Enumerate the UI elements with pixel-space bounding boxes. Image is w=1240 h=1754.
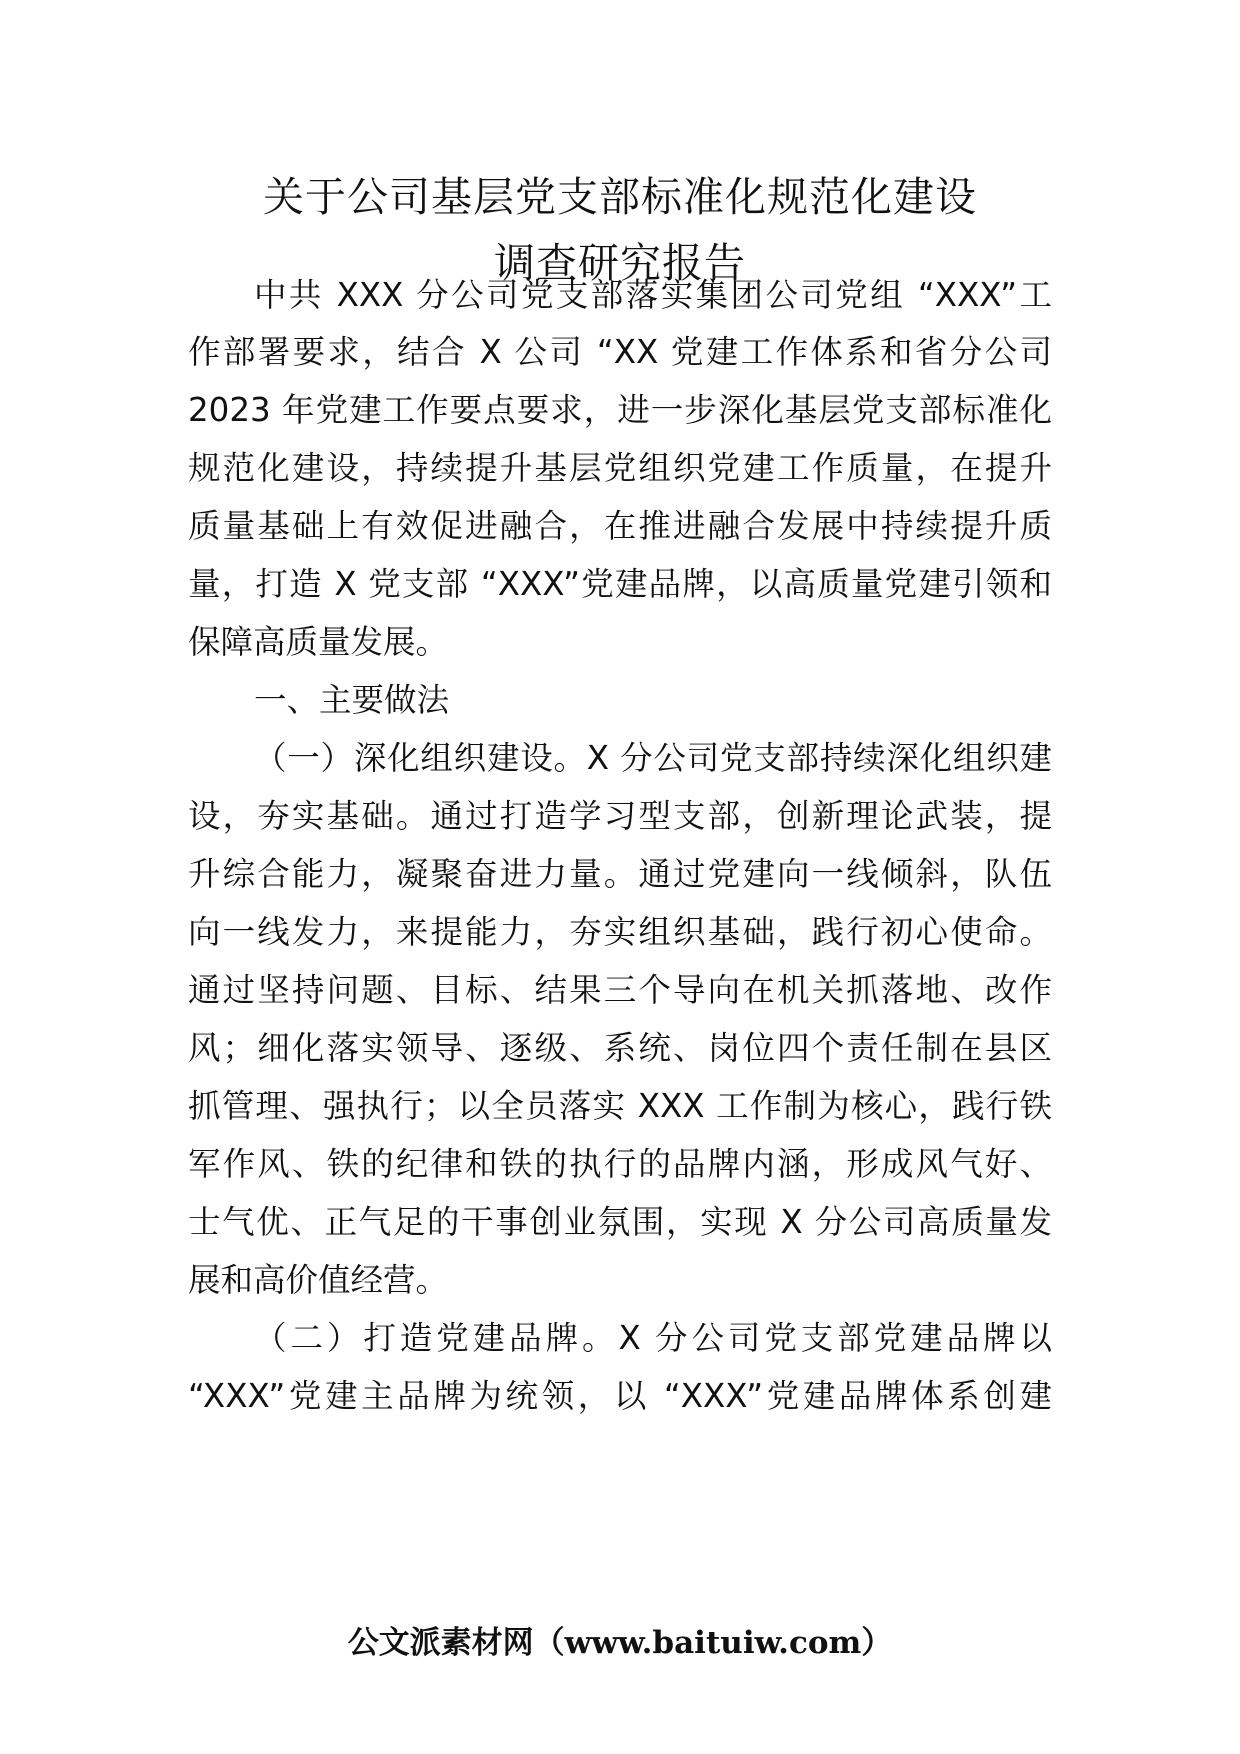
document-title-line-2: 调查研究报告 xyxy=(494,239,746,287)
paragraph-2-line: 向一线发力，来提能力，夯实组织基础，践行初心使命。 xyxy=(188,913,1052,951)
paragraph-2-line: 士气优、正气足的干事创业氛围，实现 X 分公司高质量发 xyxy=(188,1203,1052,1241)
paragraph-2-line: 抓管理、强执行；以全员落实 XXX 工作制为核心，践行铁 xyxy=(188,1087,1052,1125)
paragraph-1-line: 保障高质量发展。 xyxy=(188,623,449,661)
paragraph-1-line: 作部署要求，结合 X 公司 “XX 党建工作体系和省分公司 xyxy=(188,333,1052,371)
paragraph-2-line: 风；细化落实领导、逐级、系统、岗位四个责任制在县区 xyxy=(188,1029,1052,1067)
paragraph-2-line: 设，夯实基础。通过打造学习型支部，创新理论武装，提 xyxy=(188,797,1052,835)
paragraph-3-line: （二）打造党建品牌。X 分公司党支部党建品牌以 xyxy=(254,1319,1052,1357)
footer-source-text: 公文派素材网（www.baituiw.com） xyxy=(347,1625,893,1661)
paragraph-2-line: （一）深化组织建设。X 分公司党支部持续深化组织建 xyxy=(254,739,1052,777)
paragraph-1-line: 质量基础上有效促进融合，在推进融合发展中持续提升质 xyxy=(188,507,1052,545)
paragraph-2-line: 军作风、铁的纪律和铁的执行的品牌内涵，形成风气好、 xyxy=(188,1145,1052,1183)
paragraph-1-line: 中共 XXX 分公司党支部落实集团公司党组 “XXX”工 xyxy=(254,276,1052,314)
paragraph-1-line: 量，打造 X 党支部 “XXX”党建品牌，以高质量党建引领和 xyxy=(188,565,1052,603)
paragraph-1-line: 规范化建设，持续提升基层党组织党建工作质量，在提升 xyxy=(188,449,1052,487)
paragraph-2-line: 升综合能力，凝聚奋进力量。通过党建向一线倾斜，队伍 xyxy=(188,855,1052,893)
paragraph-2-line: 展和高价值经营。 xyxy=(188,1261,449,1299)
paragraph-3-line: “XXX”党建主品牌为统领，以 “XXX”党建品牌体系创建 xyxy=(188,1377,1052,1415)
document-title-line-1: 关于公司基层党支部标准化规范化建设 xyxy=(263,173,977,221)
paragraph-2-line: 通过坚持问题、目标、结果三个导向在机关抓落地、改作 xyxy=(188,971,1052,1009)
section-heading: 一、主要做法 xyxy=(254,681,450,719)
paragraph-1-line: 2023 年党建工作要点要求，进一步深化基层党支部标准化 xyxy=(188,391,1052,429)
